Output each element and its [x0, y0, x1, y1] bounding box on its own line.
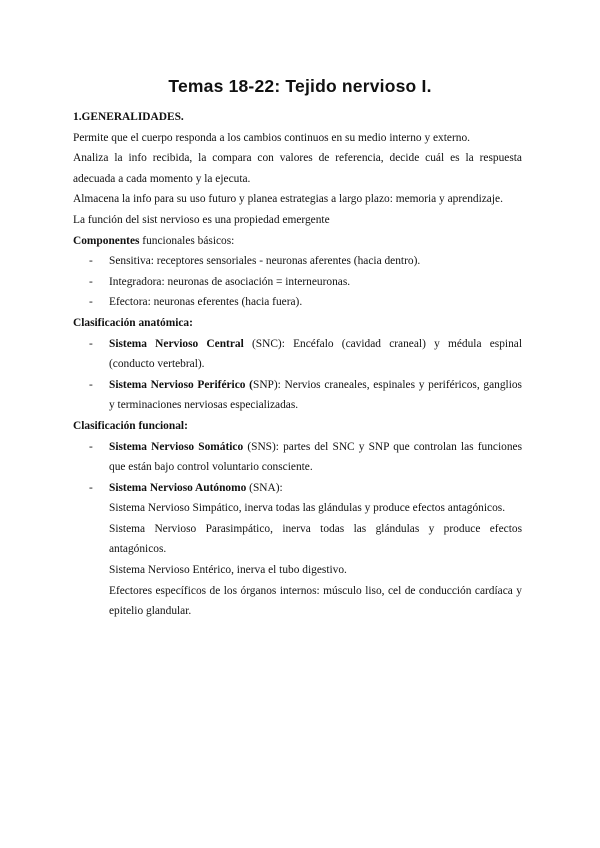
componentes-bold: Componentes: [73, 234, 140, 247]
paragraph: Almacena la info para su uso futuro y planea estrategias a largo plazo: memoria y aprendizaje.: [73, 193, 503, 206]
sna-subitem: Efectores específicos de los órganos internos: músculo liso, cel de conducción cardíaca y epitelio glandular.: [109, 584, 522, 618]
funcional-heading: Clasificación funcional:: [73, 419, 188, 432]
componentes-rest: funcionales básicos:: [139, 234, 235, 247]
document-body: [73, 107, 522, 622]
list-item: - Sistema Nervioso Somático (SNS): partes del SNC y SNP que controlan las funciones que están bajo control voluntario consciente.: [89, 440, 522, 474]
componentes-line: [73, 231, 522, 252]
list-item: - Sistema Nervioso Central (SNC): Encéfalo (cavidad craneal) y médula espinal (conducto vertebral).: [89, 337, 522, 371]
sna-subitem: Sistema Nervioso Simpático, inerva todas las glándulas y produce efectos antagónicos.: [109, 502, 506, 515]
sna-subitem: Sistema Nervioso Parasimpático, inerva todas las glándulas y produce efectos antagónicos.: [109, 522, 522, 556]
paragraph: Permite que el cuerpo responda a los cambios continuos en su medio interno y externo.: [73, 131, 470, 144]
list-item: - Sistema Nervioso Autónomo (SNA):: [89, 481, 283, 494]
paragraph: La función del sist nervioso es una propiedad emergente: [73, 213, 330, 226]
list-item: - Efectora: neuronas eferentes (hacia fuera).: [89, 296, 303, 309]
page-title: Temas 18-22: Tejido nervioso I.: [168, 76, 432, 96]
sna-subitem: Sistema Nervioso Entérico, inerva el tubo digestivo.: [109, 564, 347, 577]
paragraph: Analiza la info recibida, la compara con valores de referencia, decide cuál es la respuesta adecuada a cada momento y la ejecuta.: [73, 152, 522, 185]
list-item: - Integradora: neuronas de asociación = interneuronas.: [89, 275, 351, 288]
section-heading: 1.GENERALIDADES.: [73, 111, 184, 123]
list-item: - Sistema Nervioso Periférico (SNP): Nervios craneales, espinales y periféricos, ganglios y terminaciones nerviosas especializadas.: [89, 378, 522, 412]
list-item: - Sensitiva: receptores sensoriales - neuronas aferentes (hacia dentro).: [89, 255, 421, 268]
anatomica-heading: Clasificación anatómica:: [73, 316, 193, 329]
